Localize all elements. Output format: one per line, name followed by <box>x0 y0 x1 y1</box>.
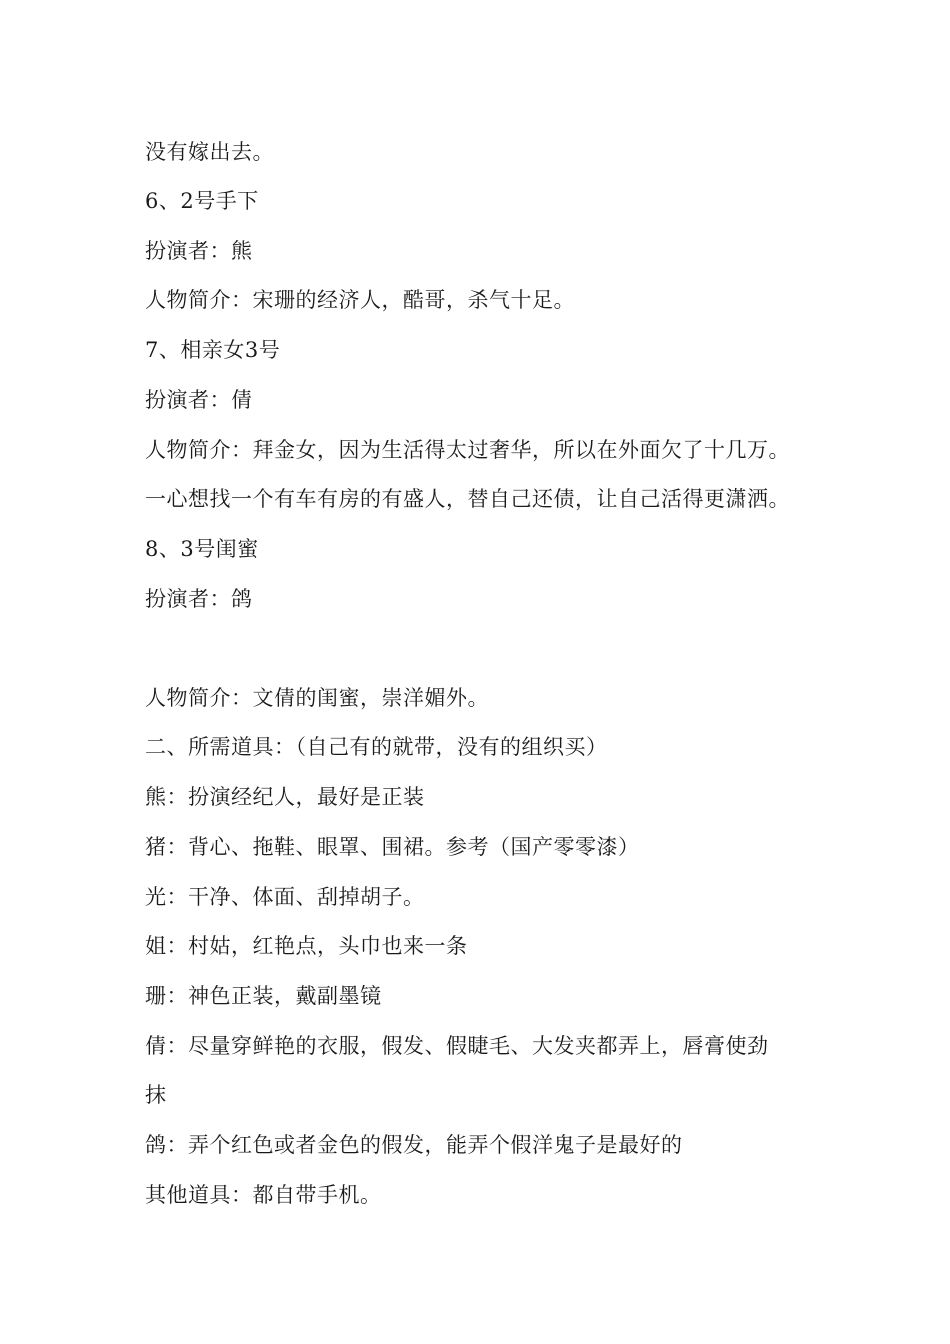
text-line: 人物简介：拜金女，因为生活得太过奢华，所以在外面欠了十几万。 <box>145 438 790 462</box>
text-line: 人物简介：文倩的闺蜜，崇洋媚外。 <box>145 686 489 710</box>
text-line: 熊：扮演经纪人，最好是正装 <box>145 785 425 809</box>
text-line: 扮演者：熊 <box>145 239 253 263</box>
text-line: 抹 <box>145 1083 167 1107</box>
section-heading: 7、相亲女3号 <box>145 338 281 362</box>
text-line: 一心想找一个有车有房的有盛人，替自己还债，让自己活得更潇洒。 <box>145 487 790 511</box>
section-heading: 8、3号闺蜜 <box>145 537 259 561</box>
section-heading: 二、所需道具：（自己有的就带，没有的组织买） <box>145 735 608 759</box>
text-line: 姐：村姑，红艳点，头巾也来一条 <box>145 934 468 958</box>
text-line: 扮演者：鸽 <box>145 587 253 611</box>
text-line: 没有嫁出去。 <box>145 140 274 164</box>
text-line: 鸽：弄个红色或者金色的假发，能弄个假洋鬼子是最好的 <box>145 1133 683 1157</box>
section-heading: 6、2号手下 <box>145 189 259 213</box>
text-line: 人物简介：宋珊的经济人，酷哥，杀气十足。 <box>145 288 575 312</box>
text-line: 其他道具：都自带手机。 <box>145 1183 382 1207</box>
text-line: 光：干净、体面、刮掉胡子。 <box>145 885 425 909</box>
text-line: 倩：尽量穿鲜艳的衣服，假发、假睫毛、大发夹都弄上，唇膏使劲 <box>145 1034 769 1058</box>
text-line: 猪：背心、拖鞋、眼罩、围裙。参考（国产零零漆） <box>145 835 640 859</box>
text-line: 珊：神色正装，戴副墨镜 <box>145 984 382 1008</box>
text-line: 扮演者：倩 <box>145 388 253 412</box>
